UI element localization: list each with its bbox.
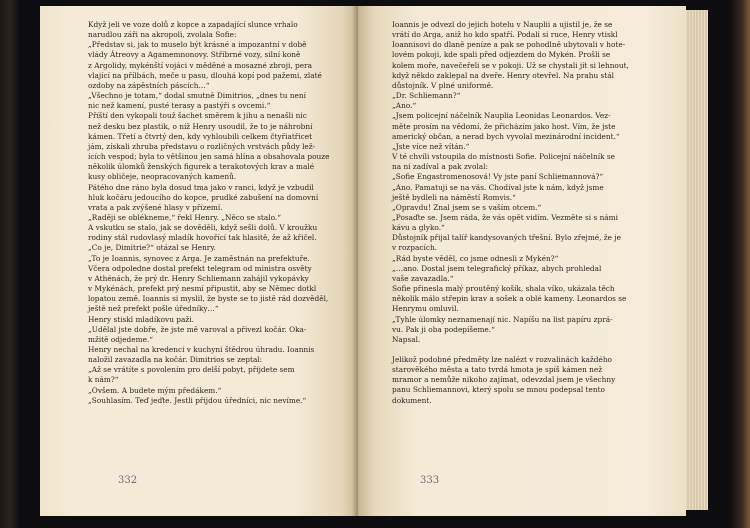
left-page-number: 332 [118,475,138,486]
left-page-text [88,20,344,406]
text-line: Henrymu omluvil. [392,304,459,314]
text-line: několik málo střepin krav a sošek a oblé kameny. Leonardos se [392,294,627,304]
text-line: ících vespod; byla to většinou jen samá hlína a obsahovala pouze [88,152,330,162]
text-line: V té chvíli vstoupila do místnosti Sofie. Policejní náčelník se [392,152,615,162]
text-line: „Jste více než vítán.“ [392,141,470,151]
text-line: „To je Ioannis, synovec z Arga. Je zaměstnán na prefektuře. [88,253,310,263]
text-line: důstojník. V plné uniformě. [392,80,494,90]
text-line: „Představ si, jak to muselo být krásné a impozantní v době [88,40,307,50]
text-line: naložil zavazadla na kočár. Dimitrios se zeptal: [88,355,263,365]
text-line: k nám?“ [88,375,119,385]
text-line [392,345,670,355]
text-line: narudlou záři na akropoli, zvolala Sofie: [88,30,237,40]
text-line: „Ano. Pamatuji se na vás. Chodíval jste k nám, když jsme [392,182,604,192]
text-line: „Raději se oblékneme,“ řekl Henry. „Něco se stalo.“ [88,212,281,222]
text-line: ozdoby na zápěstních páscích…“ [88,80,210,90]
text-line: vaše zavazadla.“ [392,273,454,283]
text-line: „Ovšem. A budete mým předákem.“ [88,385,222,395]
right-page [358,6,686,516]
text-line: vlající na přílbách, meče u pasu, dlouhá kopí pod pažemi, zlaté [88,70,322,80]
text-line: Pátého dne ráno byla dosud tma jako v ranci, když je vzbudil [88,182,314,192]
text-line: z Argolidy, mykénští vojáci v měděné a mosazné zbroji, pera [88,60,312,70]
text-line: „Až se vrátíte s povolením pro delší pobyt, přijdete sem [88,365,295,375]
text-line: A vskutku se stalo, jak se dověděli, když sešli dolů. V kroužku [88,223,318,233]
text-line: „Co je, Dimitrie?“ otázal se Henry. [88,243,216,253]
text-line: „Udělal jste dobře, že jste mě varoval a přivezl kočár. Oka- [88,324,307,334]
text-line: když někdo zaklepal na dveře. Henry otevřel. Na prahu stál [392,70,614,80]
right-page-number: 333 [420,475,440,486]
text-line: několik úlomků ženských figurek a terakotových krav a malé [88,162,315,172]
text-line: ještě bydleli na náměstí Romvis.“ [392,192,516,202]
text-line: nic než kamení, pusté terasy a pastýři s ovcemi.“ [88,101,271,111]
text-line: americký občan, a nerad bych vyvolal mezinárodní incident.“ [392,131,620,141]
text-line: „Všechno je totam,“ dodal smutně Dimitrios, „dnes tu není [88,91,306,101]
text-line: „…ano. Dostal jsem telegrafický příkaz, abych prohledal [392,263,602,273]
text-line: na ni zadíval a pak zvolal: [392,162,488,172]
text-line: „Opravdu! Znal jsem se s vaším otcem.“ [392,202,542,212]
text-line: „Dr. Schliemann?“ [392,91,461,101]
text-line: Ioannis je odvezl do jejich hotelu v Nauplii a ujistil je, že se [392,20,613,29]
text-line: než desku bez plastik, o níž Henry usoudil, že to je náhrobní [88,121,313,131]
text-line: dokument. [392,395,432,405]
page-edges [686,10,708,510]
text-line: mramor a nemůže nikoho zajímat, odevzdal jsem je všechny [392,375,616,385]
text-line: v rozpacích. [392,243,438,253]
text-line: panu Schliemannovi, který spolu se mnou podepsal tento [392,385,605,395]
text-line: kusy obličeje, neopracovaných kamenů. [88,172,237,182]
text-line: rodiny stál rudovlasý mladík hovořící tak hlasitě, že až křičel. [88,233,317,243]
left-page [40,6,358,516]
text-line: ještě než prefekt pošle úředníky…“ [88,304,219,314]
text-line: kámen. Třetí a čtvrtý den, kdy vyhloubili celkem čtyřiatřicet [88,131,313,141]
text-line: Když jeli ve voze dolů z kopce a zapadající slunce vrhalo [88,20,298,29]
text-line: „Ano.“ [392,101,417,111]
text-line: vrata a pak zvýšené hlasy v přízemí. [88,202,223,212]
text-line: Jelikož podobné předměty lze nalézt v rozvalinách každého [392,355,612,364]
text-line: vlády Átreovy a Agamemnonovy. Stříbrné vozy, silní koně [88,50,301,60]
text-line: jám, získali zhruba představu o rozličných vrstvách půdy lež- [88,141,316,151]
right-page-text [392,20,670,406]
text-line: „Rád byste věděl, co jsme odnesli z Mykén?“ [392,253,559,263]
text-line: Henry stiskl mladíkovu paži. [88,314,194,324]
text-line: hluk kočáru jedoucího do kopce, prudké zabušení na domovní [88,192,319,202]
text-line: v Mykénách, prefekt prý nesmí připustit, aby se Němec dotkl [88,284,317,294]
text-line: Henry nechal na kredenci v kuchyni štědrou úhradu. Ioannis [88,345,315,354]
text-line: kávu a glyko.“ [392,223,445,233]
text-line: Napsal. [392,334,421,344]
text-line: Sofie přinesla malý proutěný košík, shala víko, ukázala těch [392,284,615,294]
text-line: v Athénách, že prý dr. Henry Schliemann zahájil vykopávky [88,273,309,283]
text-line: Důstojník přijal talíř kandysovaných třešní. Bylo zřejmé, že je [392,233,621,243]
text-line: lovém pokoji, kde spali před odjezdem do Mykén. Prošli se [392,50,611,60]
text-line: Příští den vykopali touž šachet směrem k jihu a nenašli nic [88,111,307,121]
text-line: vrátí do Arga, aniž ho kdo spatří. Podali si ruce, Henry vtiskl [392,30,618,40]
text-line: měte prosím na vědomí, že přicházím jako host. Vím, že jste [392,121,616,131]
text-line: vu. Pak ji oba podepíšeme.“ [392,324,495,334]
text-line: „Jsem policejní náčelník Nauplia Leonidas Leonardos. Vez- [392,111,611,121]
text-line: „Posaďte se. Jsem ráda, že vás opět vidím. Vezměte si s námi [392,212,618,222]
text-line: „Sofie Engastromenosová! Vy jste paní Schliemannová?“ [392,172,604,182]
text-line: Včera odpoledne dostal prefekt telegram od ministra osvěty [88,263,312,273]
text-line: „Tyhle úlomky neznamenají nic. Napíšu na list papíru zprá- [392,314,613,324]
text-line: „Souhlasím. Teď jeďte. Jestli přijdou úředníci, nic nevíme.“ [88,395,307,405]
text-line: Ioannisovi do dlaně peníze a pak se pohodlně ubytovali v hote- [392,40,626,50]
text-line: lopatou země. Ioannis si myslil, že byste se to jistě rád dozvěděl, [88,294,329,304]
text-line: starověkého města a tato tvrdá hmota je spíš kámen než [392,365,603,375]
text-line: kolem moře, navečeřeli se v pokoji. Už se chystali jít si lehnout, [392,60,629,70]
text-line: mžitě odjedeme.“ [88,334,154,344]
